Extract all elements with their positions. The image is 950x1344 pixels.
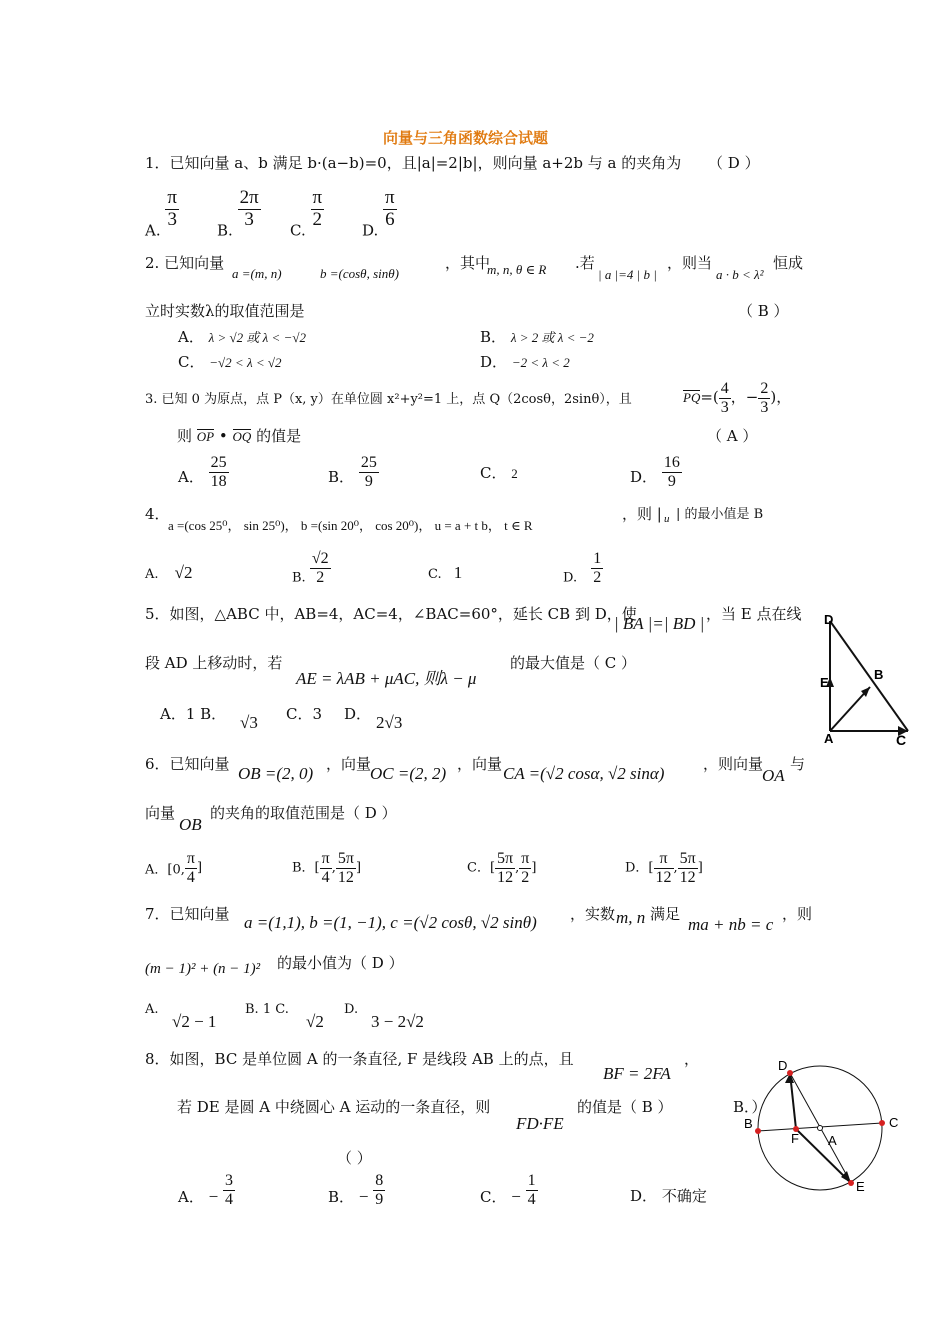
q5-line2: 段 AD 上移动时，若 bbox=[145, 654, 283, 672]
q5-options-a: A．1 B． bbox=[160, 705, 227, 723]
q2-option-c-value: −√2 < λ < √2 bbox=[209, 355, 282, 370]
q2-mid: ，其中 bbox=[445, 254, 491, 272]
q2-option-c bbox=[178, 351, 281, 372]
q6-option-d-frac2: $\frac{5\pi}{12}$ bbox=[679, 850, 696, 886]
q2-a-vec: a =(m, n) bbox=[232, 266, 282, 281]
q4-tail: | 的最小值是 B bbox=[676, 507, 764, 522]
q3-comma: ，− bbox=[730, 388, 759, 407]
q4-option-d bbox=[563, 550, 603, 586]
q2-if: .若 bbox=[575, 254, 595, 272]
q7-line2b: 的最小值为（ D ） bbox=[277, 954, 404, 972]
q3-option-d-frac: $\frac{16}{9}$ bbox=[663, 454, 680, 490]
q3-stem: 3. 已知 0 为原点，点 P（x, y）在单位圆 x²+y²=1 上，点 Q（2cosθ，2sinθ），且 bbox=[145, 392, 632, 407]
q3-option-b-frac: $\frac{25}{9}$ bbox=[360, 454, 377, 490]
q3-frac1: $\frac{4}{3}$ bbox=[720, 380, 729, 416]
q6-tail: 与 bbox=[790, 755, 806, 773]
q3-option-c-label: C． bbox=[480, 464, 507, 482]
q8-option-a-label: A． bbox=[178, 1188, 204, 1207]
q6-option-d-close: ] bbox=[697, 860, 703, 876]
q2-option-a bbox=[178, 326, 306, 347]
q7-option-a-label: A. bbox=[145, 1002, 159, 1017]
q8-fdfe: FD·FE bbox=[516, 1114, 564, 1133]
q6-option-b-frac2: $\frac{5\pi}{12}$ bbox=[337, 850, 354, 886]
q5-label-b: B bbox=[874, 667, 884, 682]
q5-label-c: C bbox=[896, 732, 907, 747]
q4-u: u bbox=[664, 513, 670, 525]
q5-options bbox=[160, 703, 226, 724]
q8-label-c: C bbox=[889, 1115, 899, 1130]
q6-option-a bbox=[145, 850, 202, 886]
q8-option-a bbox=[178, 1172, 235, 1208]
q8-option-c-label: C． bbox=[480, 1188, 507, 1207]
q7-eq: ma + nb = c bbox=[688, 915, 774, 934]
q1-answer: （ D ） bbox=[708, 154, 760, 172]
q6-prefix: 6．已知向量 bbox=[145, 755, 230, 773]
q8-point-d bbox=[787, 1070, 793, 1076]
q7-tail: ，则 bbox=[782, 905, 813, 923]
q5-line2b: 的最大值是（ C ） bbox=[510, 654, 637, 672]
q6-option-a-frac: $\frac{\pi}{4}$ bbox=[186, 850, 195, 886]
q4-option-b bbox=[292, 550, 331, 586]
q5-option-b-value: √3 bbox=[240, 713, 258, 732]
q7-mn: m, n bbox=[616, 908, 646, 927]
q3-option-a bbox=[178, 454, 229, 490]
q3-dot: • bbox=[214, 427, 233, 445]
q8-option-c bbox=[480, 1172, 538, 1208]
q7-mid: ，实数 bbox=[570, 905, 616, 923]
q4-num: 4． bbox=[145, 505, 170, 523]
q5-line1b: ，当 E 点在线 bbox=[706, 605, 802, 623]
q6-option-d-frac1: $\frac{\pi}{12}$ bbox=[655, 850, 672, 886]
q2-option-b-label: B． bbox=[480, 328, 507, 346]
q3-line2-tail: 的值是 bbox=[256, 427, 302, 445]
q7-expr: (m − 1)² + (n − 1)² bbox=[145, 961, 261, 977]
q6-option-c-frac1: $\frac{5\pi}{12}$ bbox=[497, 850, 514, 886]
q2-option-c-label: C． bbox=[178, 353, 205, 371]
q2-b-vec: b =(cosθ, sinθ) bbox=[320, 266, 399, 281]
q7-option-d-label: D. bbox=[344, 1002, 359, 1017]
q8-point-c bbox=[879, 1120, 885, 1126]
q8-option-c-frac: $\frac{1}{4}$ bbox=[527, 1172, 536, 1208]
q3-op: OP bbox=[196, 429, 215, 444]
q4-option-c bbox=[428, 563, 462, 583]
q8-option-d bbox=[630, 1185, 707, 1206]
q7-option-a-value: √2 − 1 bbox=[172, 1012, 217, 1031]
q4-option-c-label: C. bbox=[428, 567, 442, 582]
q8-line1: 8．如图，BC 是单位圆 A 的一条直径, F 是线段 AB 上的点，且 bbox=[145, 1050, 574, 1068]
q3-option-b bbox=[328, 454, 379, 490]
q2-line1 bbox=[145, 252, 224, 273]
q8-label-a: A bbox=[828, 1133, 837, 1148]
q4-option-a bbox=[145, 563, 193, 583]
q2-option-b-value: λ > 2 或 λ < −2 bbox=[510, 330, 594, 345]
q6-ob: OB =(2, 0) bbox=[238, 764, 314, 783]
q4-option-d-frac: $\frac{1}{2}$ bbox=[593, 550, 602, 586]
q8-label-d: D bbox=[778, 1058, 788, 1073]
q1-option-a-frac: $\frac{\pi}{3}$ bbox=[167, 187, 177, 230]
q2-line2: 立时实数λ的取值范围是 bbox=[145, 302, 305, 320]
q1-option-d bbox=[362, 188, 397, 239]
q8-point-a bbox=[818, 1126, 823, 1131]
q3-option-b-label: B． bbox=[328, 468, 355, 487]
q3-option-c-value: 2 bbox=[511, 466, 518, 481]
q8-label-f: F bbox=[791, 1131, 799, 1146]
q1-stem bbox=[145, 152, 760, 173]
q3-option-d bbox=[630, 454, 682, 490]
q6-option-b-frac1: $\frac{\pi}{4}$ bbox=[321, 850, 330, 886]
q3-line2 bbox=[177, 425, 301, 446]
q2-mag: | a |=4 | b | bbox=[598, 267, 657, 282]
q6-oc: OC =(2, 2) bbox=[370, 764, 447, 783]
q6-option-b-open: B．[ bbox=[292, 860, 320, 876]
q4-option-a-label: A. bbox=[145, 567, 159, 582]
q1-option-b-frac: $\frac{2\pi}{3}$ bbox=[239, 187, 259, 230]
q3-then: 则 bbox=[177, 427, 193, 445]
q3-eq: =( bbox=[700, 388, 719, 407]
q8-option-b-label: B． bbox=[328, 1188, 355, 1207]
q5-label-d: D bbox=[824, 612, 834, 627]
q8-paren: （ ） bbox=[337, 1149, 372, 1167]
q3-frac2: $\frac{2}{3}$ bbox=[760, 380, 769, 416]
q4-option-d-label: D. bbox=[563, 570, 578, 586]
q4-then: ，则 | bbox=[622, 505, 662, 523]
q8-label-e: E bbox=[856, 1179, 865, 1194]
q2-then: ，则当 bbox=[667, 254, 713, 272]
q8-stray-text: B．） bbox=[733, 1098, 767, 1116]
q1-option-b bbox=[217, 188, 261, 239]
q8-line2: 若 DE 是圆 A 中绕圆心 A 运动的一条直径，则 bbox=[177, 1098, 491, 1116]
q4-option-c-value: 1 bbox=[453, 563, 463, 582]
q7-mid2: 满足 bbox=[650, 905, 681, 923]
q3-option-d-label: D． bbox=[630, 468, 658, 487]
q6-mid3: ，则向量 bbox=[703, 755, 764, 773]
q3-option-a-frac: $\frac{25}{18}$ bbox=[210, 454, 227, 490]
q5-option-c: C．3 bbox=[286, 705, 323, 723]
q8-line2b: 的值是（ B ） bbox=[577, 1098, 673, 1116]
q8-segment-fe bbox=[796, 1129, 851, 1183]
q6-option-b: B．[ $\frac{\pi}{4}$ , $\frac{5\pi}{12}$ ] bbox=[292, 850, 362, 886]
q5-formula1: | BA |=| BD | bbox=[614, 614, 705, 633]
q8-circle-figure bbox=[738, 1055, 908, 1200]
q3-option-a-label: A． bbox=[178, 468, 204, 487]
q1-option-b-label: B. bbox=[217, 221, 233, 240]
q8-option-b-frac: $\frac{8}{9}$ bbox=[375, 1172, 384, 1208]
q2-option-d-value: −2 < λ < 2 bbox=[511, 355, 570, 370]
q6-option-a-open: A．[0, bbox=[145, 862, 185, 878]
q6-oa: OA bbox=[762, 766, 785, 785]
q2-prefix: 2. 已知向量 bbox=[145, 254, 225, 272]
q7-vecs: a =(1,1), b =(1, −1), c =(√2 cosθ, √2 sinθ) bbox=[244, 913, 537, 932]
q4-option-b-label: B. bbox=[292, 570, 306, 586]
q2-option-a-value: λ > √2 或 λ < −√2 bbox=[208, 330, 306, 345]
q1-option-a bbox=[145, 188, 179, 239]
q1-stem-text: 1．已知向量 a、b 满足 b·(a−b)=0，且|a|=2|b|，则向量 a+2b 与 a 的夹角为 bbox=[145, 154, 682, 172]
q6-option-d-open: D．[ bbox=[625, 860, 654, 876]
q8-option-a-sign: − bbox=[208, 1187, 219, 1207]
q8-label-b: B bbox=[744, 1116, 753, 1131]
q5-line1: 5．如图，△ABC 中，AB=4，AC=4，∠BAC=60°，延长 CB 到 D，使 bbox=[145, 605, 637, 623]
q1-option-d-frac: $\frac{\pi}{6}$ bbox=[385, 187, 395, 230]
q7-option-bc-label: B. 1 C. bbox=[245, 1002, 289, 1017]
q8-option-c-sign: − bbox=[511, 1187, 521, 1207]
page-title: 向量与三角函数综合试题 bbox=[383, 129, 549, 147]
q8-point-e bbox=[848, 1180, 854, 1186]
q5-formula2: AE = λAB + μAC, 则λ − μ bbox=[296, 669, 477, 688]
q1-option-c bbox=[290, 188, 324, 239]
q1-option-a-label: A. bbox=[145, 221, 161, 240]
q2-option-a-label: A． bbox=[178, 328, 204, 346]
q3-oq: OQ bbox=[232, 429, 252, 444]
q6-option-d: D．[ $\frac{\pi}{12}$ , $\frac{5\pi}{12}$ ] bbox=[625, 850, 703, 886]
q6-option-a-close: ] bbox=[196, 860, 203, 876]
q2-option-d bbox=[480, 351, 570, 372]
q8-option-b-sign: − bbox=[358, 1187, 369, 1207]
q6-mid2: ，向量 bbox=[457, 755, 503, 773]
q5-label-e: E bbox=[820, 675, 829, 690]
q2-ineq: a · b < λ² bbox=[716, 267, 764, 282]
q6-option-c-open: C．[ bbox=[467, 860, 496, 876]
q3-close: )， bbox=[770, 388, 792, 407]
q8-option-b bbox=[328, 1172, 385, 1208]
q6-option-c-close: ] bbox=[531, 860, 537, 876]
q6-line2a: 向量 bbox=[145, 804, 176, 822]
q8-option-d-label: D． bbox=[630, 1187, 658, 1205]
q4-formula: a =(cos 25⁰， sin 25⁰)， b =(sin 20⁰， cos 20⁰)， u = a + t b， t ∈ R bbox=[168, 518, 533, 533]
q8-bf: BF = 2FA bbox=[603, 1064, 671, 1083]
q8-option-d-value: 不确定 bbox=[661, 1187, 707, 1205]
q6-line2b: 的夹角的取值范围是（ D ） bbox=[210, 804, 397, 822]
q6-option-c-frac2: $\frac{\pi}{2}$ bbox=[521, 850, 530, 886]
q5-segment-dc bbox=[830, 621, 908, 731]
q1-option-c-label: C. bbox=[290, 221, 306, 240]
q2-answer: （ B ） bbox=[738, 302, 789, 320]
q6-ob2: OB bbox=[179, 815, 202, 834]
q3-option-c bbox=[480, 462, 518, 483]
q2-tail: 恒成 bbox=[773, 254, 804, 272]
q3-answer: （ A ） bbox=[707, 427, 758, 445]
q7-option-c-value: √2 bbox=[306, 1012, 324, 1031]
q7-prefix: 7．已知向量 bbox=[145, 905, 230, 923]
q8-comma: ， bbox=[684, 1050, 700, 1068]
q6-option-c: C．[ $\frac{5\pi}{12}$ , $\frac{\pi}{2}$ ] bbox=[467, 850, 537, 886]
q2-option-d-label: D． bbox=[480, 353, 508, 371]
q4-option-a-value: √2 bbox=[174, 563, 193, 582]
q1-option-d-label: D. bbox=[362, 221, 379, 240]
q2-cond: m, n, θ ∈ R bbox=[487, 262, 547, 277]
q7-option-d-value: 3 − 2√2 bbox=[371, 1012, 424, 1031]
q5-option-d: D． bbox=[344, 705, 372, 723]
q8-point-b bbox=[755, 1128, 761, 1134]
q3-pq: PQ bbox=[683, 390, 701, 406]
q8-option-a-frac: $\frac{3}{4}$ bbox=[225, 1172, 233, 1208]
q1-option-c-frac: $\frac{\pi}{2}$ bbox=[312, 187, 323, 230]
q5-triangle-figure bbox=[818, 605, 922, 747]
q6-option-b-close: ] bbox=[355, 860, 362, 876]
q3-pq-expr bbox=[683, 380, 791, 416]
q5-label-a: A bbox=[824, 731, 834, 746]
q6-mid1: ，向量 bbox=[326, 755, 372, 773]
q4-option-b-frac: $\frac{√2}{2}$ bbox=[311, 550, 329, 586]
q6-ca: CA =(√2 cosα, √2 sinα) bbox=[503, 764, 665, 783]
q5-option-d-value: 2√3 bbox=[376, 713, 403, 732]
q2-option-b bbox=[480, 326, 594, 347]
